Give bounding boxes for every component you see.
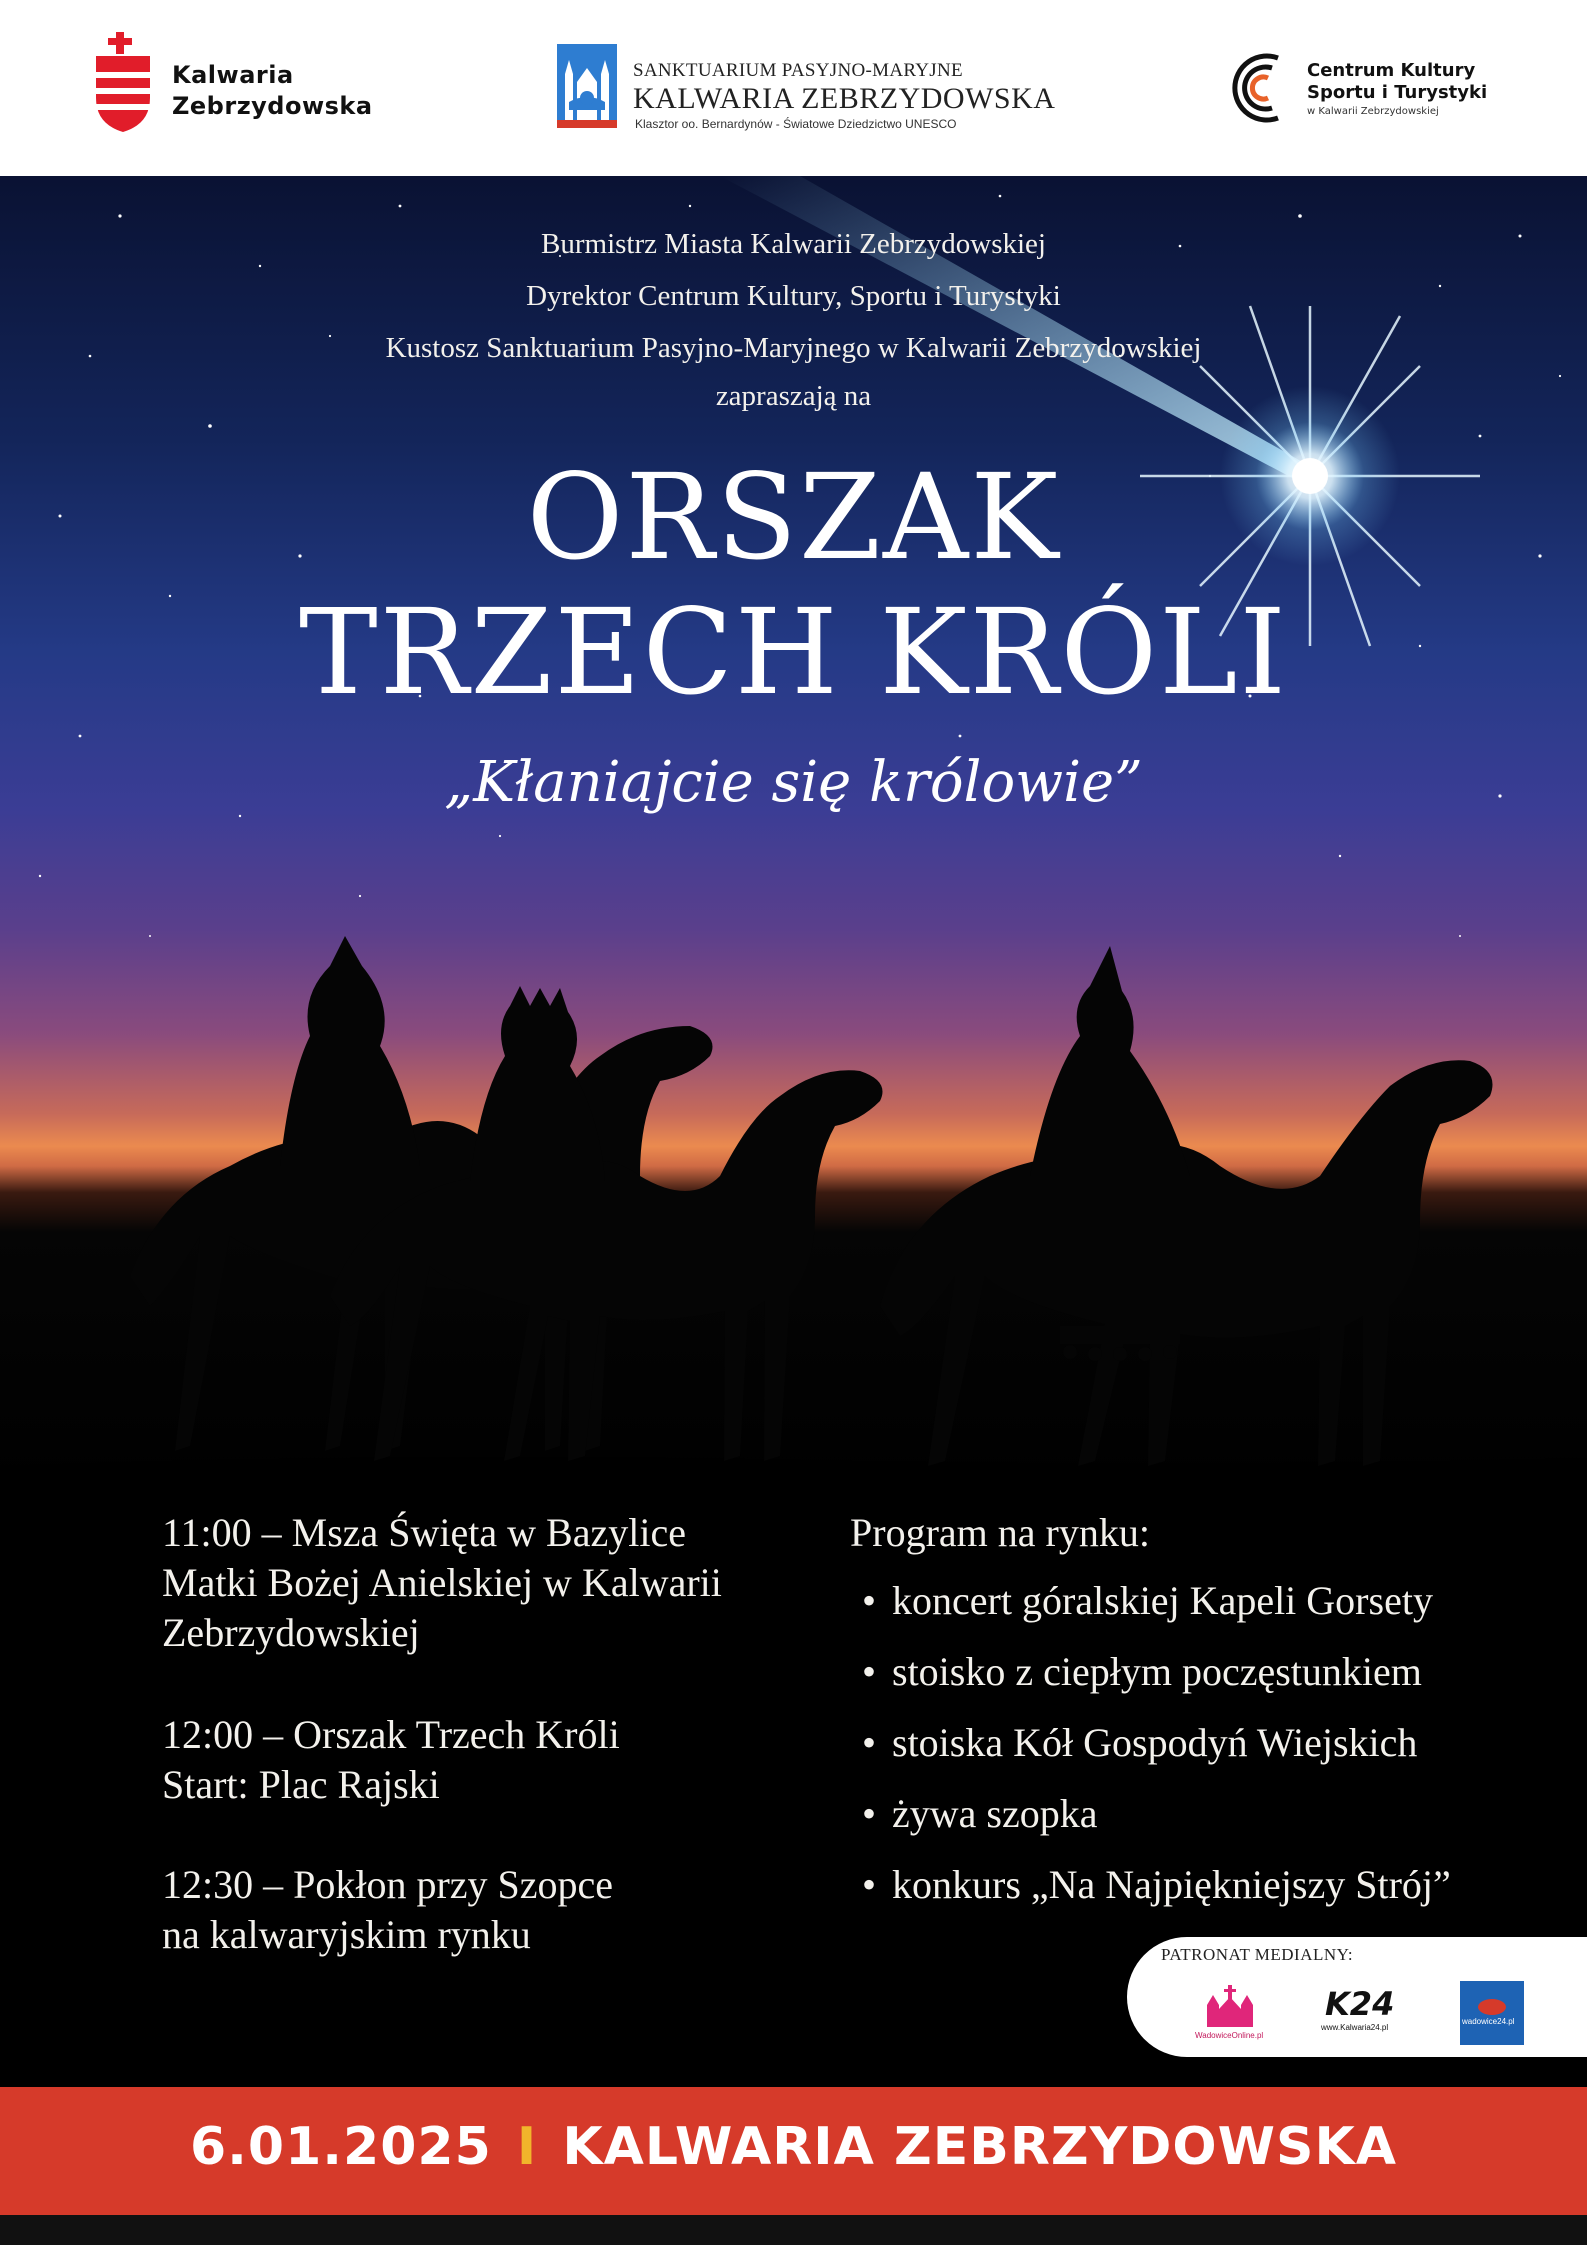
footer-text: [190, 2117, 1397, 2177]
program-title: Program na rynku:: [850, 1510, 1150, 1555]
schedule-line: Start: Plac Rajski: [162, 1762, 440, 1807]
sanktuarium-line3: Klasztor oo. Bernardynów - Światowe Dziedzictwo UNESCO: [635, 117, 957, 131]
program-item: • stoiska Kół Gospodyń Wiejskich: [850, 1718, 1451, 1768]
footer-separator: I: [516, 2117, 538, 2177]
kalwaria-logo-line2: Zebrzydowska: [172, 92, 373, 120]
wadowice24-logo-icon: [1460, 1981, 1524, 2045]
sanktuarium-line2: KALWARIA ZEBRZYDOWSKA: [633, 82, 1056, 115]
patron-label: PATRONAT MEDIALNY:: [1161, 1945, 1354, 1964]
schedule-line: 12:00 – Orszak Trzech Króli: [162, 1712, 620, 1757]
kalwaria-coat-of-arms-icon: [92, 32, 154, 132]
program-item: • żywa szopka: [850, 1789, 1451, 1839]
three-kings-on-camels-silhouette: [130, 936, 1493, 1466]
market-program: [850, 1508, 1451, 1931]
centrum-line3: w Kalwarii Zebrzydowskiej: [1307, 106, 1439, 117]
program-item: • koncert góralskiej Kapeli Gorsety: [850, 1576, 1451, 1626]
k24-logo: [1319, 1981, 1399, 2035]
sanktuarium-logo: [555, 38, 1075, 138]
schedule-line: na kalwaryjskim rynku: [162, 1912, 531, 1957]
invitation-line3: Kustosz Sanktuarium Pasyjno-Maryjnego w Kalwarii Zebrzydowskiej: [385, 332, 1202, 364]
svg-text:K24: K24: [1325, 1985, 1395, 2023]
program-item: • konkurs „Na Najpiękniejszy Strój”: [850, 1860, 1451, 1910]
footer-date-bar: [0, 2087, 1587, 2215]
kalwaria-logo-line1: Kalwaria: [172, 61, 294, 89]
schedule-item: [162, 1860, 613, 1960]
centrum-c-logo-icon: [1222, 44, 1290, 132]
event-motto: „Kłaniajcie się królowie”: [444, 750, 1143, 815]
invitation-line4: zapraszają na: [715, 380, 872, 412]
schedule-line: 11:00 – Msza Święta w Bazylice: [162, 1510, 686, 1555]
header-logo-bar: [0, 0, 1587, 176]
centrum-line2: Sportu i Turystyki: [1307, 82, 1488, 103]
invitation-line1: Burmistrz Miasta Kalwarii Zebrzydowskiej: [541, 228, 1046, 260]
event-date: 6.01.2025: [190, 2117, 492, 2177]
invitation-line2: Dyrektor Centrum Kultury, Sportu i Turystyki: [526, 280, 1061, 312]
basilica-icon: [555, 38, 619, 130]
sanktuarium-line1: SANKTUARIUM PASYJNO-MARYJNE: [633, 60, 963, 81]
wadowice24-logo: [1460, 1981, 1524, 2049]
schedule-line: 12:30 – Pokłon przy Szopce: [162, 1862, 614, 1907]
wadowice-online-logo: [1195, 1981, 1264, 2045]
centrum-line1: Centrum Kultury: [1307, 60, 1476, 81]
program-item: • stoisko z ciepłym poczęstunkiem: [850, 1647, 1451, 1697]
schedule-item: [162, 1508, 722, 1658]
hero-illustration: [0, 176, 1587, 1496]
k24-caption: www.Kalwaria24.pl: [1321, 2023, 1389, 2032]
kalwaria-logo-text: [172, 60, 373, 122]
event-title-line1: ORSZAK: [526, 448, 1061, 586]
media-patron-box: [1127, 1937, 1587, 2057]
event-place: KALWARIA ZEBRZYDOWSKA: [562, 2117, 1397, 2177]
kalwaria-zebrzydowska-logo: [92, 32, 412, 142]
wadowice-online-caption: WadowiceOnline.pl: [1195, 2031, 1264, 2040]
centrum-kultury-logo: [1222, 44, 1522, 134]
event-title-line2: TRZECH KRÓLI: [298, 583, 1289, 721]
night-sky-background: [0, 176, 1587, 1496]
schedule-line: Matki Bożej Anielskiej w Kalwarii: [162, 1560, 722, 1605]
schedule-item: [162, 1710, 620, 1810]
bottom-strip: [0, 2215, 1587, 2245]
program-list: [850, 1576, 1451, 1910]
schedule-line: Zebrzydowskiej: [162, 1610, 420, 1655]
wadowice24-caption: wadowice24.pl: [1462, 2017, 1515, 2026]
